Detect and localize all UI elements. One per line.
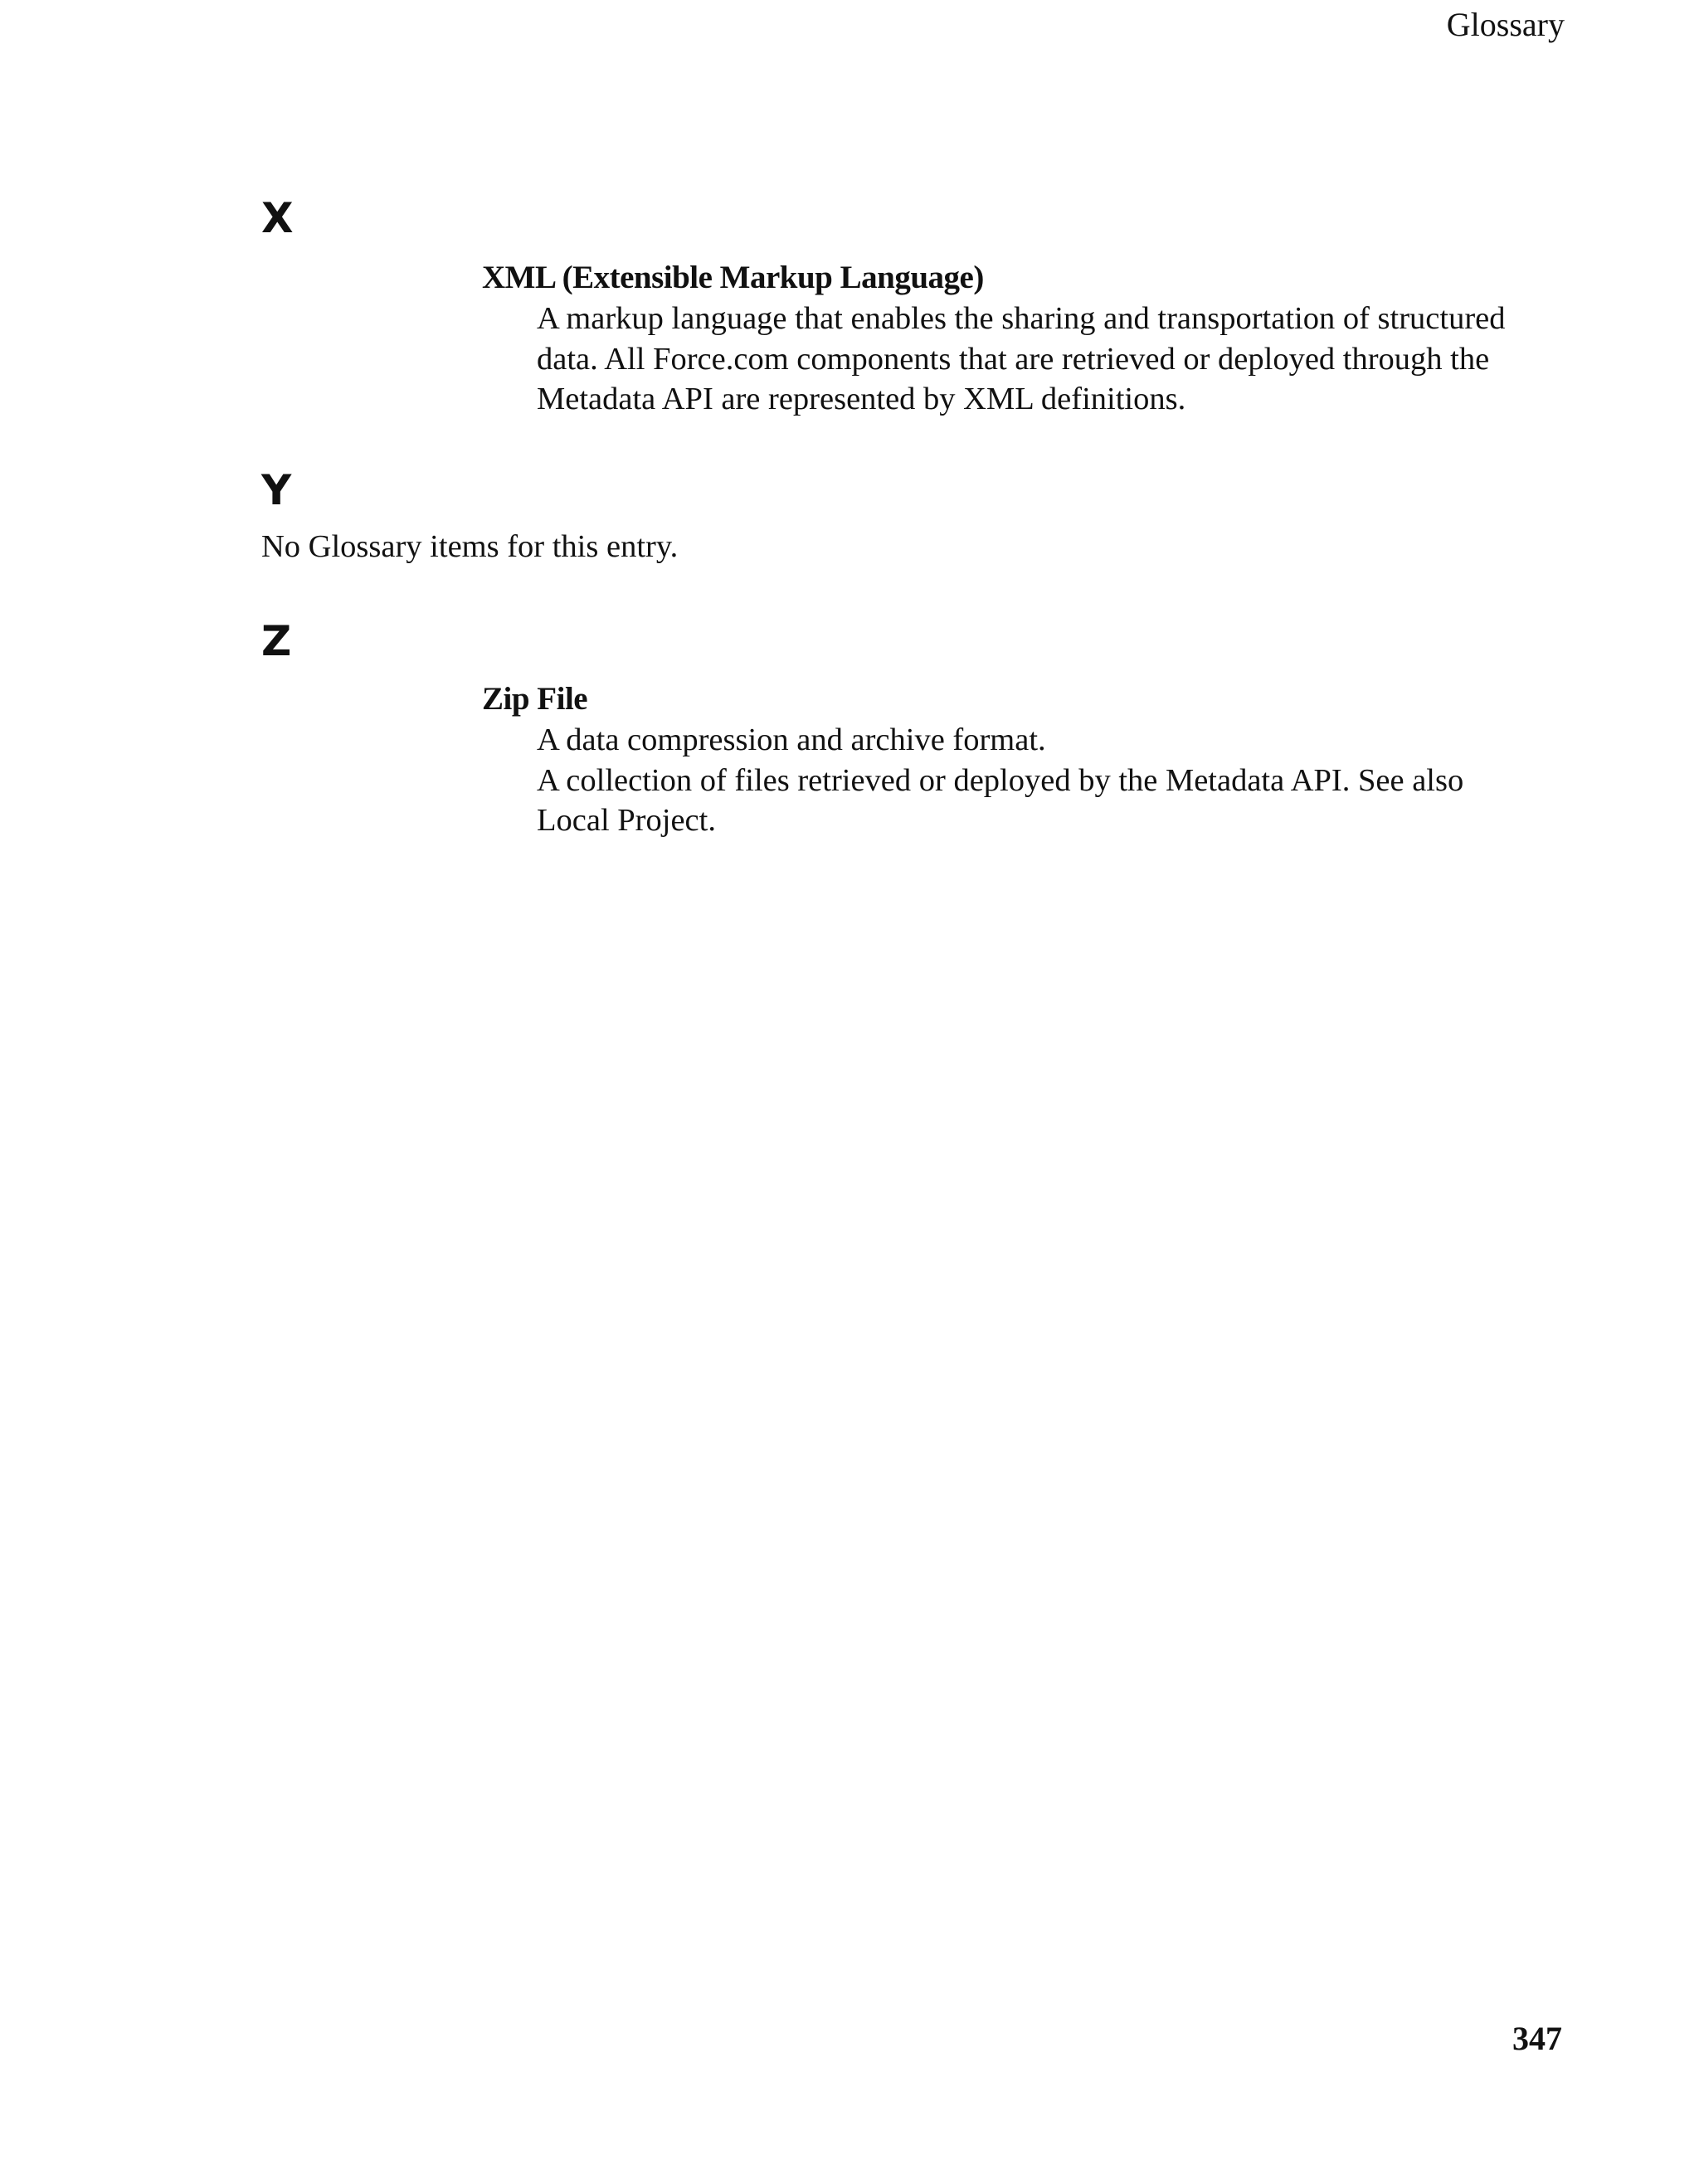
running-header: Glossary (1446, 6, 1565, 43)
no-items-note: No Glossary items for this entry. (261, 529, 679, 564)
glossary-definition: A collection of files retrieved or deployed by the Metadata API. See also Local Project. (537, 762, 1464, 838)
glossary-definition: A data compression and archive format. (537, 722, 1046, 757)
glossary-entry-xml (482, 257, 1544, 420)
glossary-definition: A markup language that enables the sharing and transportation of structured data. All Force.com components that are retrieved or deployed through the Metadata API are represented by XML definitions. (537, 301, 1506, 416)
section-letter-x: X (261, 194, 294, 242)
glossary-term: Zip File (482, 681, 588, 717)
section-letter-z: Z (261, 617, 292, 665)
glossary-entry-zip-file (482, 679, 1544, 841)
glossary-term: XML (Extensible Markup Language) (482, 260, 984, 295)
section-letter-y: Y (261, 466, 292, 514)
page-number: 347 (1512, 2020, 1562, 2057)
